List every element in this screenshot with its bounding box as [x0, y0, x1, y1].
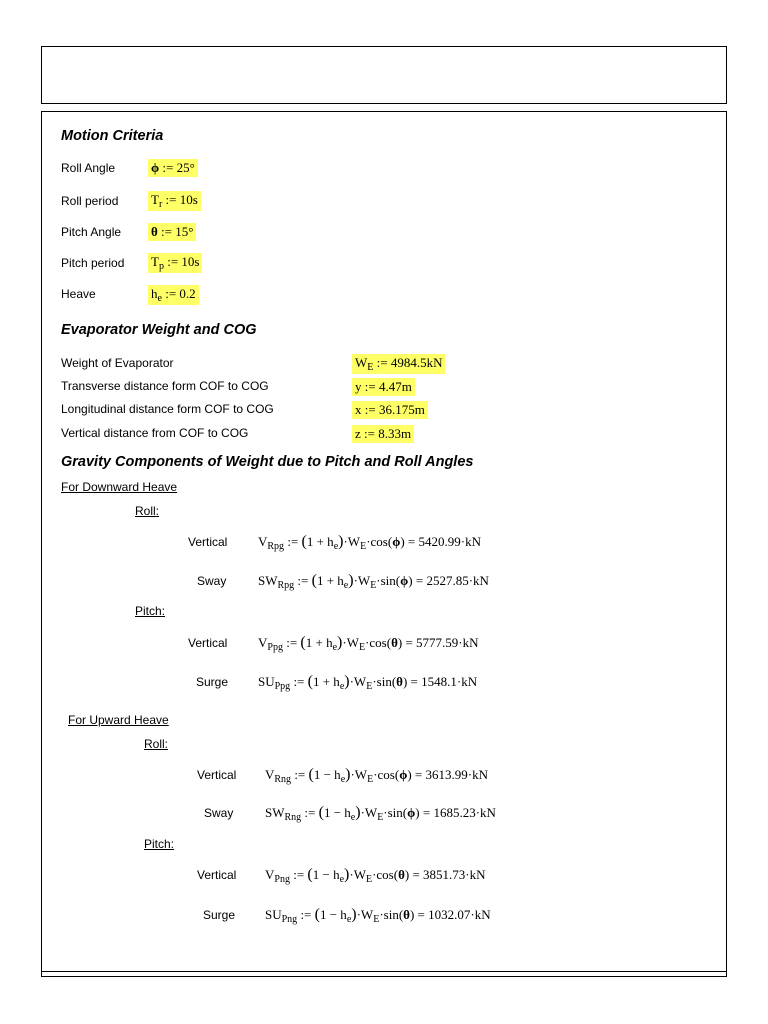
upward-roll-vertical-result: 3613.99·kN: [425, 767, 488, 782]
evaporator-weight-label: Weight of Evaporator: [61, 356, 174, 370]
bottom-rule: [41, 971, 727, 972]
heave-value: 0.2: [179, 286, 196, 301]
roll-period-value: 10s: [179, 192, 198, 207]
upward-roll-vertical-label: Vertical: [197, 768, 237, 782]
downward-pitch-surge-result: 1548.1·kN: [421, 674, 478, 689]
downward-pitch-surge-equation[interactable]: $SU_{Ppg}$ := $(1 + h_e)\cdot W_E\cdot\sin(\theta) = 1548.1\cdot kN$: [258, 673, 478, 692]
downward-roll-vertical-label: Vertical: [188, 535, 228, 549]
pitch-angle-value: 15°: [175, 224, 194, 239]
pitch-angle-definition[interactable]: θ := 15°: [148, 223, 196, 241]
downward-pitch-label: Pitch:: [135, 604, 166, 618]
downward-roll-vertical-result: 5420.99·kN: [418, 534, 481, 549]
downward-roll-sway-equation[interactable]: $SW_{Rpg}$ := $(1 + h_e)\cdot W_E\cdot\sin(\phi) = 2527.85\cdot kN$: [258, 572, 489, 591]
heave-label: Heave: [61, 287, 96, 301]
upward-roll-label: Roll:: [144, 737, 169, 751]
upward-pitch-label: Pitch:: [144, 837, 175, 851]
longitudinal-distance-value: 36.175m: [378, 402, 425, 417]
downward-roll-sway-result: 2527.85·kN: [426, 573, 489, 588]
upward-pitch-surge-equation[interactable]: $SU_{Png}$ := $(1 - h_e)\cdot W_E\cdot\sin(\theta) = 1032.07\cdot kN$: [265, 906, 491, 925]
longitudinal-distance-label: Longitudinal distance form COF to COG: [61, 402, 274, 416]
upward-heave-title: For Upward Heave: [68, 713, 169, 727]
pitch-period-value: 10s: [181, 254, 200, 269]
evaporator-weight-definition[interactable]: $W_E$ := 4984.5kN: [352, 354, 445, 374]
downward-pitch-surge-label: Surge: [196, 675, 229, 689]
pitch-angle-label: Pitch Angle: [61, 225, 122, 239]
heave-definition[interactable]: $h_e$ := 0.2: [148, 285, 199, 305]
longitudinal-distance-definition[interactable]: x := 36.175m: [352, 401, 428, 419]
heading-evaporator: Evaporator Weight and COG: [61, 322, 257, 338]
upward-pitch-vertical-label: Vertical: [197, 868, 237, 882]
vertical-distance-value: 8.33m: [378, 426, 412, 441]
downward-pitch-vertical-label: Vertical: [188, 636, 228, 650]
upward-roll-sway-equation[interactable]: $SW_{Rng}$ := $(1 - h_e)\cdot W_E\cdot\sin(\phi) = 1685.23\cdot kN$: [265, 804, 496, 823]
upward-roll-sway-result: 1685.23·kN: [433, 805, 496, 820]
downward-heave-title: For Downward Heave: [61, 480, 178, 494]
downward-roll-label: Roll:: [135, 504, 160, 518]
transverse-distance-definition[interactable]: y := 4.47m: [352, 378, 415, 396]
upward-roll-sway-label: Sway: [204, 806, 234, 820]
roll-angle-value: 25°: [176, 160, 195, 175]
roll-angle-label: Roll Angle: [61, 161, 116, 175]
upward-pitch-vertical-equation[interactable]: $V_{Png}$ := $(1 - h_e)\cdot W_E\cdot\cos(\theta) = 3851.73\cdot kN$: [265, 866, 486, 885]
upward-roll-vertical-equation[interactable]: $V_{Rng}$ := $(1 - h_e)\cdot W_E\cdot\cos(\phi) = 3613.99\cdot kN$: [265, 766, 488, 785]
vertical-distance-label: Vertical distance from COF to COG: [61, 426, 249, 440]
heading-gravity-components: Gravity Components of Weight due to Pitch and Roll Angles: [61, 454, 474, 470]
downward-roll-vertical-equation[interactable]: $V_{Rpg}$ := $(1 + h_e)\cdot W_E\cdot\cos(\phi) = 5420.99\cdot kN$: [258, 533, 481, 552]
roll-period-definition[interactable]: $T_r$ := 10s: [148, 191, 201, 211]
pitch-period-definition[interactable]: $T_p$ := 10s: [148, 253, 202, 273]
header-box: [41, 46, 727, 104]
upward-pitch-vertical-result: 3851.73·kN: [423, 867, 486, 882]
vertical-distance-definition[interactable]: z := 8.33m: [352, 425, 414, 443]
downward-pitch-vertical-equation[interactable]: $V_{Ppg}$ := $(1 + h_e)\cdot W_E\cdot\cos(\theta) = 5777.59\cdot kN$: [258, 634, 479, 653]
pitch-period-label: Pitch period: [61, 256, 125, 270]
downward-roll-sway-label: Sway: [197, 574, 227, 588]
roll-angle-definition[interactable]: ϕ := 25°: [148, 159, 198, 177]
transverse-distance-label: Transverse distance form COF to COG: [61, 379, 269, 393]
transverse-distance-value: 4.47m: [378, 379, 412, 394]
downward-pitch-vertical-result: 5777.59·kN: [416, 635, 479, 650]
heading-motion-criteria: Motion Criteria: [61, 128, 164, 144]
roll-period-label: Roll period: [61, 194, 119, 208]
evaporator-weight-value: 4984.5kN: [390, 355, 443, 370]
upward-pitch-surge-result: 1032.07·kN: [428, 907, 491, 922]
upward-pitch-surge-label: Surge: [203, 908, 236, 922]
